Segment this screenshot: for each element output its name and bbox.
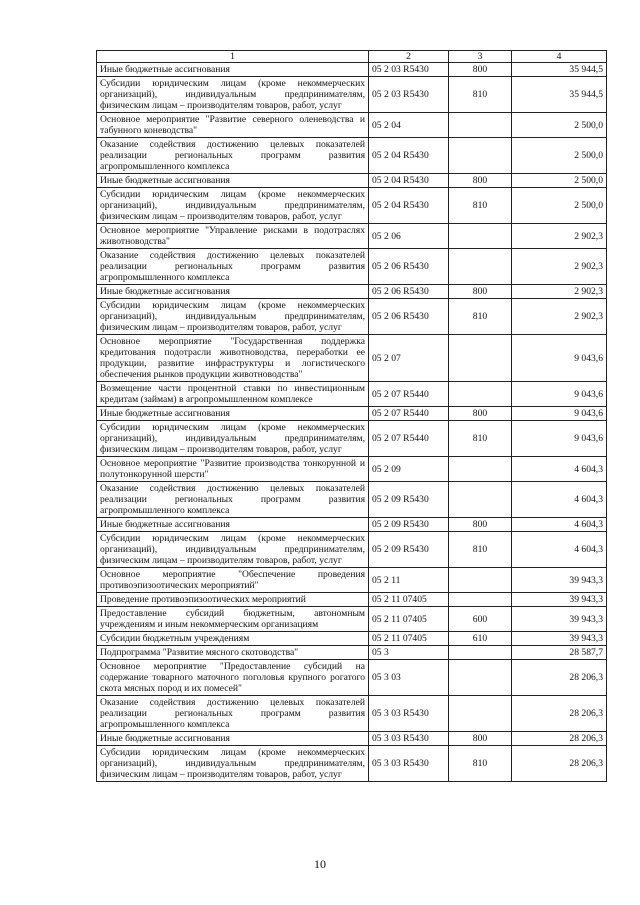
row-type-cell: 810 xyxy=(449,532,512,568)
row-name-cell: Оказание содействия достижению целевых показателей реализации региональных программ развития агропромышленного комплекса xyxy=(97,138,369,174)
row-amount-cell: 9 043,6 xyxy=(512,335,607,382)
row-code-cell: 05 2 06 R5430 xyxy=(369,249,449,285)
row-type-cell xyxy=(449,113,512,138)
row-amount-cell: 9 043,6 xyxy=(512,382,607,407)
table-row xyxy=(97,77,607,113)
row-amount-cell: 2 902,3 xyxy=(512,285,607,299)
row-name-cell: Подпрограмма "Развитие мясного скотоводства" xyxy=(97,646,369,660)
row-type-cell: 800 xyxy=(449,174,512,188)
row-code-cell: 05 2 04 R5430 xyxy=(369,138,449,174)
row-amount-cell: 2 902,3 xyxy=(512,299,607,335)
row-name-cell: Иные бюджетные ассигнования xyxy=(97,285,369,299)
row-type-cell: 800 xyxy=(449,285,512,299)
table-row xyxy=(97,696,607,732)
table-row xyxy=(97,457,607,482)
header-col-4: 4 xyxy=(512,51,607,63)
table-row xyxy=(97,482,607,518)
row-amount-cell: 4 604,3 xyxy=(512,482,607,518)
row-code-cell: 05 3 03 xyxy=(369,660,449,696)
row-name-cell: Субсидии юридическим лицам (кроме некоммерческих организаций), индивидуальным предпринимателям, физическим лицам – производителям товаров, работ, услуг xyxy=(97,746,369,782)
table-row xyxy=(97,660,607,696)
row-name-cell: Основное мероприятие "Обеспечение проведения противоэпизоотических мероприятий" xyxy=(97,568,369,593)
row-name-cell: Субсидии юридическим лицам (кроме некоммерческих организаций), индивидуальным предпринимателям, физическим лицам – производителям товаров, работ, услуг xyxy=(97,299,369,335)
table-row xyxy=(97,407,607,421)
budget-table xyxy=(96,50,607,782)
row-name-cell: Оказание содействия достижению целевых показателей реализации региональных программ развития агропромышленного комплекса xyxy=(97,249,369,285)
row-amount-cell: 28 206,3 xyxy=(512,732,607,746)
header-col-1: 1 xyxy=(97,51,369,63)
row-name-cell: Иные бюджетные ассигнования xyxy=(97,732,369,746)
row-name-cell: Иные бюджетные ассигнования xyxy=(97,63,369,77)
row-code-cell: 05 2 03 R5430 xyxy=(369,77,449,113)
row-type-cell: 810 xyxy=(449,299,512,335)
row-amount-cell: 28 206,3 xyxy=(512,696,607,732)
row-name-cell: Основное мероприятие "Государственная поддержка кредитования подотрасли животноводства, переработки ее продукции, развитие инфраструктуры и логистического обеспечения рынков продукции животноводства" xyxy=(97,335,369,382)
row-name-cell: Возмещение части процентной ставки по инвестиционным кредитам (займам) в агропромышленном комплексе xyxy=(97,382,369,407)
row-amount-cell: 4 604,3 xyxy=(512,457,607,482)
row-code-cell: 05 2 11 07405 xyxy=(369,593,449,607)
row-type-cell: 800 xyxy=(449,732,512,746)
table-row xyxy=(97,746,607,782)
row-code-cell: 05 2 04 R5430 xyxy=(369,174,449,188)
row-name-cell: Оказание содействия достижению целевых показателей реализации региональных программ развития агропромышленного комплекса xyxy=(97,482,369,518)
row-type-cell xyxy=(449,138,512,174)
row-amount-cell: 4 604,3 xyxy=(512,518,607,532)
row-code-cell: 05 2 11 xyxy=(369,568,449,593)
row-type-cell xyxy=(449,335,512,382)
row-name-cell: Проведение противоэпизоотических мероприятий xyxy=(97,593,369,607)
table-row xyxy=(97,224,607,249)
row-amount-cell: 39 943,3 xyxy=(512,568,607,593)
row-code-cell: 05 3 03 R5430 xyxy=(369,746,449,782)
table-row xyxy=(97,174,607,188)
row-type-cell: 810 xyxy=(449,746,512,782)
table-body xyxy=(97,63,607,782)
row-type-cell: 610 xyxy=(449,632,512,646)
row-type-cell: 800 xyxy=(449,63,512,77)
row-code-cell: 05 2 11 07405 xyxy=(369,607,449,632)
table-row xyxy=(97,249,607,285)
table-header xyxy=(97,51,607,63)
table-row xyxy=(97,299,607,335)
row-amount-cell: 35 944,5 xyxy=(512,77,607,113)
table-row xyxy=(97,646,607,660)
row-name-cell: Оказание содействия достижению целевых показателей реализации региональных программ развития агропромышленного комплекса xyxy=(97,696,369,732)
row-name-cell: Субсидии бюджетным учреждениям xyxy=(97,632,369,646)
row-code-cell: 05 2 07 R5440 xyxy=(369,407,449,421)
table-row xyxy=(97,335,607,382)
row-name-cell: Основное мероприятие "Управление рисками в подотраслях животноводства" xyxy=(97,224,369,249)
table-row xyxy=(97,138,607,174)
row-amount-cell: 9 043,6 xyxy=(512,407,607,421)
row-name-cell: Иные бюджетные ассигнования xyxy=(97,174,369,188)
table-row xyxy=(97,593,607,607)
row-type-cell xyxy=(449,382,512,407)
table-row xyxy=(97,188,607,224)
row-type-cell xyxy=(449,696,512,732)
row-code-cell: 05 2 07 R5440 xyxy=(369,382,449,407)
table-row xyxy=(97,607,607,632)
row-name-cell: Основное мероприятие "Развитие производства тонкорунной и полутонкорунной шерсти" xyxy=(97,457,369,482)
row-name-cell: Основное мероприятие "Предоставление субсидий на содержание товарного маточного поголовья крупного рогатого скота мясных пород и их помесей" xyxy=(97,660,369,696)
row-amount-cell: 2 500,0 xyxy=(512,174,607,188)
row-type-cell xyxy=(449,593,512,607)
table-row xyxy=(97,632,607,646)
table-row xyxy=(97,382,607,407)
row-code-cell: 05 2 07 xyxy=(369,335,449,382)
table-row xyxy=(97,532,607,568)
row-code-cell: 05 3 03 R5430 xyxy=(369,732,449,746)
row-name-cell: Основное мероприятие "Развитие северного оленеводства и табунного коневодства" xyxy=(97,113,369,138)
row-amount-cell: 28 206,3 xyxy=(512,660,607,696)
row-type-cell: 810 xyxy=(449,188,512,224)
row-amount-cell: 2 902,3 xyxy=(512,249,607,285)
row-amount-cell: 28 206,3 xyxy=(512,746,607,782)
row-type-cell xyxy=(449,224,512,249)
row-code-cell: 05 2 09 R5430 xyxy=(369,482,449,518)
table-row xyxy=(97,113,607,138)
row-code-cell: 05 2 07 R5440 xyxy=(369,421,449,457)
row-amount-cell: 35 944,5 xyxy=(512,63,607,77)
row-type-cell: 810 xyxy=(449,421,512,457)
row-type-cell xyxy=(449,482,512,518)
row-name-cell: Субсидии юридическим лицам (кроме некоммерческих организаций), индивидуальным предпринимателям, физическим лицам – производителям товаров, работ, услуг xyxy=(97,188,369,224)
row-code-cell: 05 2 06 R5430 xyxy=(369,299,449,335)
row-name-cell: Предоставление субсидий бюджетным, автономным учреждениям и иным некоммерческим организациям xyxy=(97,607,369,632)
row-code-cell: 05 2 06 R5430 xyxy=(369,285,449,299)
row-type-cell: 600 xyxy=(449,607,512,632)
row-code-cell: 05 3 03 R5430 xyxy=(369,696,449,732)
row-amount-cell: 9 043,6 xyxy=(512,421,607,457)
table-row xyxy=(97,732,607,746)
row-amount-cell: 28 587,7 xyxy=(512,646,607,660)
row-amount-cell: 2 902,3 xyxy=(512,224,607,249)
row-name-cell: Субсидии юридическим лицам (кроме некоммерческих организаций), индивидуальным предпринимателям, физическим лицам – производителям товаров, работ, услуг xyxy=(97,421,369,457)
table-row xyxy=(97,63,607,77)
row-type-cell: 800 xyxy=(449,407,512,421)
row-code-cell: 05 2 09 xyxy=(369,457,449,482)
row-code-cell: 05 3 xyxy=(369,646,449,660)
page-number: 10 xyxy=(314,857,326,871)
row-code-cell: 05 2 11 07405 xyxy=(369,632,449,646)
header-row xyxy=(97,51,607,63)
row-amount-cell: 2 500,0 xyxy=(512,138,607,174)
row-type-cell xyxy=(449,457,512,482)
row-amount-cell: 39 943,3 xyxy=(512,607,607,632)
row-amount-cell: 39 943,3 xyxy=(512,632,607,646)
row-code-cell: 05 2 06 xyxy=(369,224,449,249)
row-name-cell: Субсидии юридическим лицам (кроме некоммерческих организаций), индивидуальным предпринимателям, физическим лицам – производителям товаров, работ, услуг xyxy=(97,77,369,113)
row-amount-cell: 2 500,0 xyxy=(512,188,607,224)
table-row xyxy=(97,285,607,299)
row-code-cell: 05 2 04 R5430 xyxy=(369,188,449,224)
header-col-2: 2 xyxy=(369,51,449,63)
row-code-cell: 05 2 04 xyxy=(369,113,449,138)
row-amount-cell: 39 943,3 xyxy=(512,593,607,607)
row-amount-cell: 4 604,3 xyxy=(512,532,607,568)
row-amount-cell: 2 500,0 xyxy=(512,113,607,138)
row-code-cell: 05 2 03 R5430 xyxy=(369,63,449,77)
row-type-cell: 800 xyxy=(449,518,512,532)
header-col-3: 3 xyxy=(449,51,512,63)
table-row xyxy=(97,421,607,457)
row-name-cell: Иные бюджетные ассигнования xyxy=(97,407,369,421)
row-code-cell: 05 2 09 R5430 xyxy=(369,518,449,532)
table-row xyxy=(97,568,607,593)
row-name-cell: Иные бюджетные ассигнования xyxy=(97,518,369,532)
row-type-cell xyxy=(449,660,512,696)
row-type-cell xyxy=(449,646,512,660)
row-type-cell: 810 xyxy=(449,77,512,113)
table-row xyxy=(97,518,607,532)
row-type-cell xyxy=(449,568,512,593)
row-type-cell xyxy=(449,249,512,285)
row-code-cell: 05 2 09 R5430 xyxy=(369,532,449,568)
row-name-cell: Субсидии юридическим лицам (кроме некоммерческих организаций), индивидуальным предпринимателям, физическим лицам – производителям товаров, работ, услуг xyxy=(97,532,369,568)
